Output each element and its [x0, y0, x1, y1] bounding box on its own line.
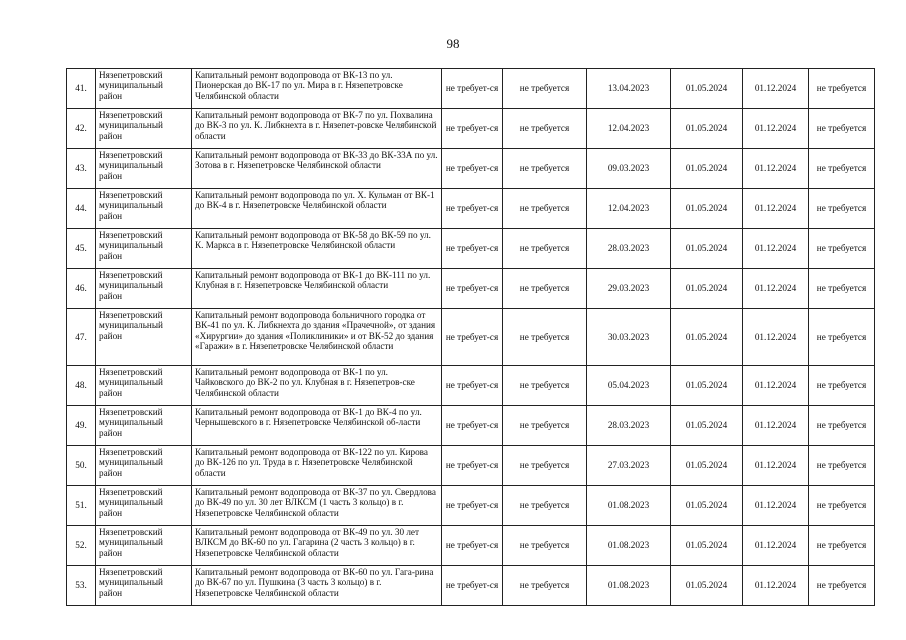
- date-start-cell: 01.08.2023: [587, 486, 671, 526]
- date-end-cell: 01.12.2024: [743, 149, 809, 189]
- district-cell: Нязепетровский муниципальный район: [96, 366, 192, 406]
- table-row: [67, 406, 875, 446]
- date-mid-cell: 01.05.2024: [671, 566, 743, 606]
- date-start-cell: 09.03.2023: [587, 149, 671, 189]
- status-cell: не требуется: [809, 189, 875, 229]
- requirement-cell: не требует-ся: [442, 269, 503, 309]
- description-cell: Капитальный ремонт водопровода от ВК-1 до ВК-111 по ул. Клубная в г. Нязепетровске Челябинской области: [192, 269, 442, 309]
- status-cell: не требуется: [809, 269, 875, 309]
- table-body: [67, 69, 875, 606]
- description-cell: Капитальный ремонт водопровода от ВК-1 до ВК-4 по ул. Чернышевского в г. Нязепетровске Челябинской об-ласти: [192, 406, 442, 446]
- status-cell: не требуется: [809, 109, 875, 149]
- expertise-cell: не требуется: [503, 269, 587, 309]
- date-start-cell: 30.03.2023: [587, 309, 671, 366]
- requirement-cell: не требует-ся: [442, 189, 503, 229]
- district-cell: Нязепетровский муниципальный район: [96, 109, 192, 149]
- date-end-cell: 01.12.2024: [743, 269, 809, 309]
- date-end-cell: 01.12.2024: [743, 406, 809, 446]
- status-cell: не требуется: [809, 406, 875, 446]
- status-cell: не требуется: [809, 69, 875, 109]
- requirement-cell: не требует-ся: [442, 69, 503, 109]
- row-number: 44.: [67, 189, 96, 229]
- date-end-cell: 01.12.2024: [743, 189, 809, 229]
- date-end-cell: 01.12.2024: [743, 446, 809, 486]
- row-number: 53.: [67, 566, 96, 606]
- expertise-cell: не требуется: [503, 366, 587, 406]
- expertise-cell: не требуется: [503, 309, 587, 366]
- date-end-cell: 01.12.2024: [743, 109, 809, 149]
- expertise-cell: не требуется: [503, 446, 587, 486]
- table-row: [67, 69, 875, 109]
- status-cell: не требуется: [809, 149, 875, 189]
- status-cell: не требуется: [809, 309, 875, 366]
- district-cell: Нязепетровский муниципальный район: [96, 269, 192, 309]
- date-end-cell: 01.12.2024: [743, 526, 809, 566]
- description-cell: Капитальный ремонт водопровода от ВК-60 по ул. Гага-рина до ВК-67 по ул. Пушкина (3 часть 3 кольцо) в г. Нязепетровске Челябинской области: [192, 566, 442, 606]
- requirement-cell: не требует-ся: [442, 229, 503, 269]
- table-row: [67, 269, 875, 309]
- expertise-cell: не требуется: [503, 189, 587, 229]
- date-start-cell: 01.08.2023: [587, 526, 671, 566]
- district-cell: Нязепетровский муниципальный район: [96, 309, 192, 366]
- district-cell: Нязепетровский муниципальный район: [96, 149, 192, 189]
- status-cell: не требуется: [809, 486, 875, 526]
- requirement-cell: не требует-ся: [442, 109, 503, 149]
- description-cell: Капитальный ремонт водопровода от ВК-13 по ул. Пионерская до ВК-17 по ул. Мира в г. Нязепетровске Челябинской области: [192, 69, 442, 109]
- table-row: [67, 486, 875, 526]
- date-start-cell: 05.04.2023: [587, 366, 671, 406]
- expertise-cell: не требуется: [503, 69, 587, 109]
- table-row: [67, 566, 875, 606]
- expertise-cell: не требуется: [503, 486, 587, 526]
- description-cell: Капитальный ремонт водопровода от ВК-33 до ВК-33А по ул. Зотова в г. Нязепетровске Челябинской области: [192, 149, 442, 189]
- table-row: [67, 526, 875, 566]
- expertise-cell: не требуется: [503, 229, 587, 269]
- date-mid-cell: 01.05.2024: [671, 109, 743, 149]
- requirement-cell: не требует-ся: [442, 149, 503, 189]
- description-cell: Капитальный ремонт водопровода от ВК-122 по ул. Кирова до ВК-126 по ул. Труда в г. Нязепетровске Челябинской области: [192, 446, 442, 486]
- date-end-cell: 01.12.2024: [743, 486, 809, 526]
- date-end-cell: 01.12.2024: [743, 309, 809, 366]
- status-cell: не требуется: [809, 366, 875, 406]
- district-cell: Нязепетровский муниципальный район: [96, 486, 192, 526]
- date-start-cell: 29.03.2023: [587, 269, 671, 309]
- table-row: [67, 189, 875, 229]
- row-number: 42.: [67, 109, 96, 149]
- row-number: 51.: [67, 486, 96, 526]
- date-start-cell: 01.08.2023: [587, 566, 671, 606]
- date-start-cell: 12.04.2023: [587, 189, 671, 229]
- date-start-cell: 28.03.2023: [587, 229, 671, 269]
- requirement-cell: не требует-ся: [442, 446, 503, 486]
- row-number: 41.: [67, 69, 96, 109]
- date-mid-cell: 01.05.2024: [671, 526, 743, 566]
- requirement-cell: не требует-ся: [442, 526, 503, 566]
- table-row: [67, 149, 875, 189]
- description-cell: Капитальный ремонт водопровода от ВК-49 по ул. 30 лет ВЛКСМ до ВК-60 по ул. Гагарина (2 часть 3 кольцо) в г. Нязепетровске Челябинской области: [192, 526, 442, 566]
- date-end-cell: 01.12.2024: [743, 566, 809, 606]
- requirement-cell: не требует-ся: [442, 486, 503, 526]
- date-start-cell: 27.03.2023: [587, 446, 671, 486]
- row-number: 45.: [67, 229, 96, 269]
- expertise-cell: не требуется: [503, 109, 587, 149]
- description-cell: Капитальный ремонт водопровода по ул. Х. Кульман от ВК-1 до ВК-4 в г. Нязепетровске Челябинской области: [192, 189, 442, 229]
- date-mid-cell: 01.05.2024: [671, 406, 743, 446]
- date-mid-cell: 01.05.2024: [671, 366, 743, 406]
- row-number: 49.: [67, 406, 96, 446]
- requirement-cell: не требует-ся: [442, 566, 503, 606]
- date-mid-cell: 01.05.2024: [671, 69, 743, 109]
- district-cell: Нязепетровский муниципальный район: [96, 446, 192, 486]
- expertise-cell: не требуется: [503, 566, 587, 606]
- description-cell: Капитальный ремонт водопровода от ВК-58 до ВК-59 по ул. К. Маркса в г. Нязепетровске Челябинской области: [192, 229, 442, 269]
- district-cell: Нязепетровский муниципальный район: [96, 526, 192, 566]
- status-cell: не требуется: [809, 526, 875, 566]
- date-mid-cell: 01.05.2024: [671, 446, 743, 486]
- date-mid-cell: 01.05.2024: [671, 309, 743, 366]
- date-mid-cell: 01.05.2024: [671, 149, 743, 189]
- requirement-cell: не требует-ся: [442, 366, 503, 406]
- date-mid-cell: 01.05.2024: [671, 269, 743, 309]
- registry-table: [66, 68, 875, 606]
- row-number: 46.: [67, 269, 96, 309]
- description-cell: Капитальный ремонт водопровода от ВК-7 по ул. Похвалина до ВК-3 по ул. К. Либкнехта в г. Нязепет-ровске Челябинской области: [192, 109, 442, 149]
- expertise-cell: не требуется: [503, 149, 587, 189]
- row-number: 50.: [67, 446, 96, 486]
- page-number: 98: [446, 36, 460, 51]
- date-mid-cell: 01.05.2024: [671, 486, 743, 526]
- status-cell: не требуется: [809, 566, 875, 606]
- table-row: [67, 366, 875, 406]
- date-mid-cell: 01.05.2024: [671, 189, 743, 229]
- district-cell: Нязепетровский муниципальный район: [96, 69, 192, 109]
- status-cell: не требуется: [809, 229, 875, 269]
- date-start-cell: 28.03.2023: [587, 406, 671, 446]
- date-mid-cell: 01.05.2024: [671, 229, 743, 269]
- table-row: [67, 446, 875, 486]
- description-cell: Капитальный ремонт водопровода от ВК-1 по ул. Чайковского до ВК-2 по ул. Клубная в г. Нязепетров-ске Челябинской области: [192, 366, 442, 406]
- district-cell: Нязепетровский муниципальный район: [96, 189, 192, 229]
- date-start-cell: 12.04.2023: [587, 109, 671, 149]
- district-cell: Нязепетровский муниципальный район: [96, 406, 192, 446]
- district-cell: Нязепетровский муниципальный район: [96, 566, 192, 606]
- requirement-cell: не требует-ся: [442, 406, 503, 446]
- date-end-cell: 01.12.2024: [743, 229, 809, 269]
- date-start-cell: 13.04.2023: [587, 69, 671, 109]
- date-end-cell: 01.12.2024: [743, 366, 809, 406]
- description-cell: Капитальный ремонт водопровода от ВК-37 по ул. Свердлова до ВК-49 по ул. 30 лет ВЛКСМ (1 часть 3 кольцо) в г. Нязепетровске Челябинской области: [192, 486, 442, 526]
- expertise-cell: не требуется: [503, 526, 587, 566]
- description-cell: Капитальный ремонт водопровода больничного городка от ВК-41 по ул. К. Либкнехта до здания «Прачечной», от здания «Хирургии» до здания «Поликлиники» и от ВК-52 до здания «Гаражи» в г. Нязепетровске Челябинской области: [192, 309, 442, 366]
- row-number: 48.: [67, 366, 96, 406]
- table-row: [67, 309, 875, 366]
- row-number: 52.: [67, 526, 96, 566]
- table-row: [67, 229, 875, 269]
- requirement-cell: не требует-ся: [442, 309, 503, 366]
- district-cell: Нязепетровский муниципальный район: [96, 229, 192, 269]
- date-end-cell: 01.12.2024: [743, 69, 809, 109]
- row-number: 47.: [67, 309, 96, 366]
- status-cell: не требуется: [809, 446, 875, 486]
- table-row: [67, 109, 875, 149]
- expertise-cell: не требуется: [503, 406, 587, 446]
- row-number: 43.: [67, 149, 96, 189]
